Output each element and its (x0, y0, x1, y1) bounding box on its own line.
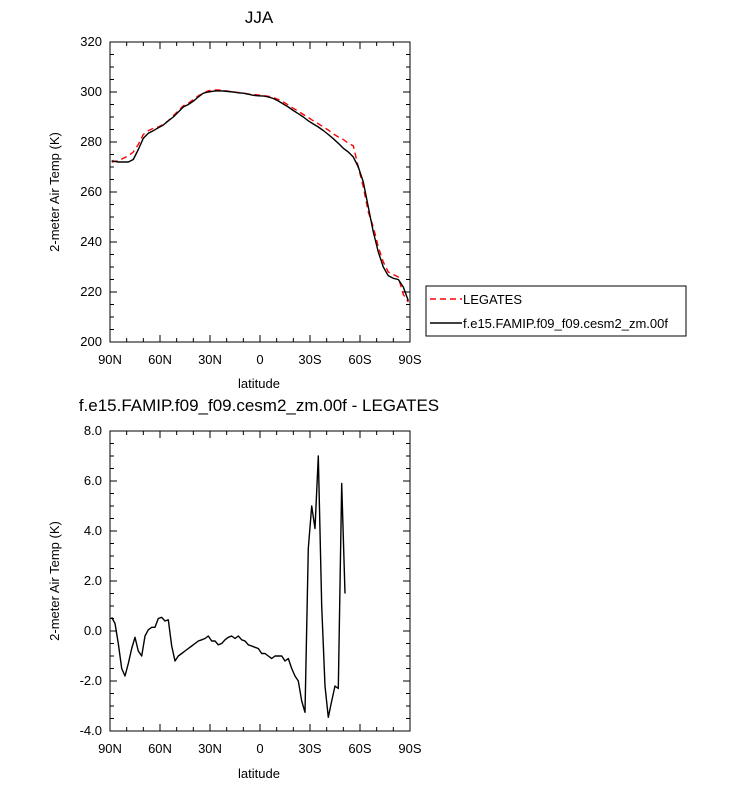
bottom-plot-area (80, 423, 422, 756)
top-y-axis-title: 2-meter Air Temp (K) (47, 132, 62, 252)
y-tick-label: 300 (80, 84, 102, 99)
y-tick-label: 220 (80, 284, 102, 299)
x-tick-label: 90S (398, 741, 422, 756)
bottom-y-axis-title: 2-meter Air Temp (K) (47, 521, 62, 641)
y-tick-label: -4.0 (79, 723, 102, 738)
top-chart-panel (47, 8, 422, 391)
x-tick-label: 30S (298, 352, 322, 367)
x-tick-label: 0 (256, 741, 264, 756)
legend-label-model: f.e15.FAMIP.f09_f09.cesm2_zm.00f (463, 316, 668, 331)
y-tick-label: 6.0 (83, 473, 102, 488)
series-line-f-e15-famip-f09-f09-cesm2-zm-00f (112, 91, 409, 301)
x-tick-label: 30S (298, 741, 322, 756)
top-chart-title: JJA (244, 8, 274, 27)
x-tick-label: 90S (398, 352, 422, 367)
bottom-plot-frame (110, 431, 410, 731)
bottom-chart-panel (47, 396, 439, 781)
top-plot-area (80, 34, 422, 367)
y-tick-label: 200 (80, 334, 102, 349)
y-tick-label: 320 (80, 34, 102, 49)
x-tick-label: 60N (148, 741, 172, 756)
x-tick-label: 30N (198, 741, 222, 756)
y-tick-label: 260 (80, 184, 102, 199)
legend (426, 286, 686, 336)
top-x-axis-title: latitude (238, 376, 280, 391)
legend-label-legates: LEGATES (463, 292, 523, 307)
y-tick-label: -2.0 (79, 673, 102, 688)
y-tick-label: 240 (80, 234, 102, 249)
x-tick-label: 60S (348, 741, 372, 756)
bottom-chart-title: f.e15.FAMIP.f09_f09.cesm2_zm.00f - LEGATES (78, 396, 440, 415)
x-tick-label: 0 (256, 352, 264, 367)
y-tick-label: 280 (80, 134, 102, 149)
bottom-x-axis-title: latitude (238, 766, 280, 781)
x-tick-label: 90N (98, 352, 122, 367)
y-tick-label: 2.0 (83, 573, 102, 588)
series-line-legates (112, 90, 409, 302)
x-tick-label: 90N (98, 741, 122, 756)
y-tick-label: 0.0 (83, 623, 102, 638)
series-line-difference (112, 456, 345, 717)
y-tick-label: 4.0 (83, 523, 102, 538)
y-tick-label: 8.0 (83, 423, 102, 438)
x-tick-label: 60S (348, 352, 372, 367)
x-tick-label: 60N (148, 352, 172, 367)
x-tick-label: 30N (198, 352, 222, 367)
